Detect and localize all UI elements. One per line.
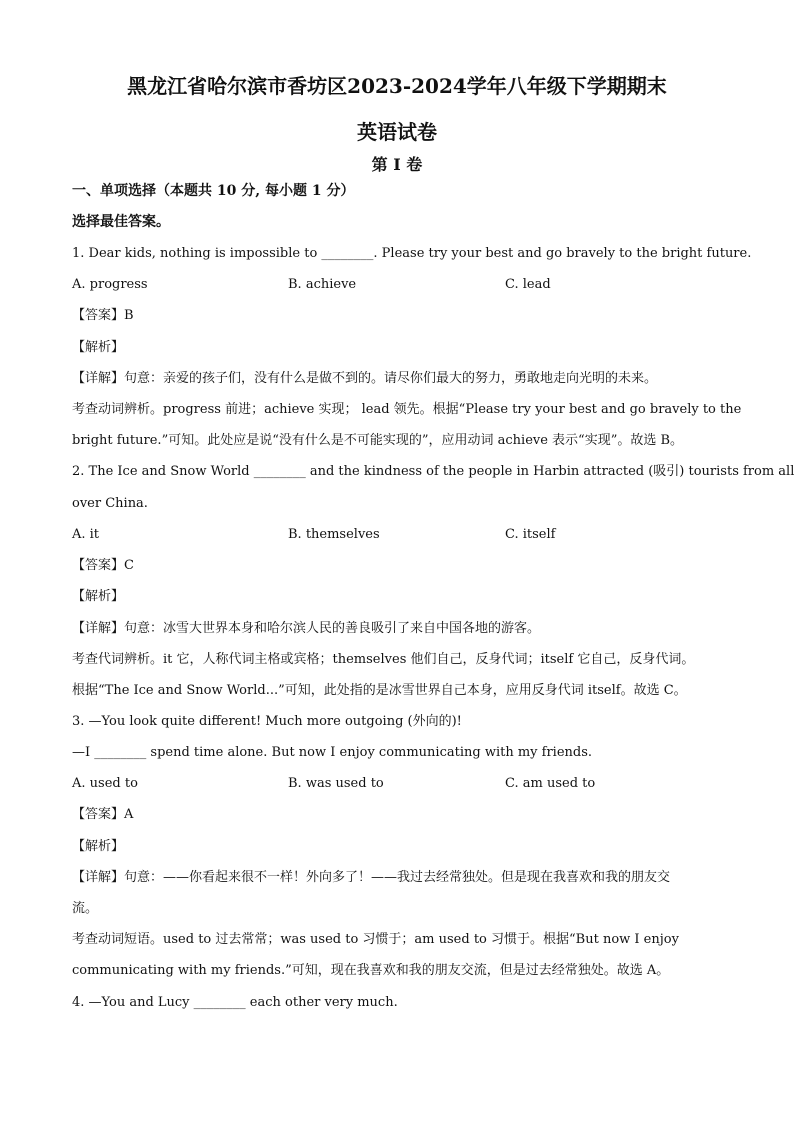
- q1-explain-line1: 考查动词辨析。progress 前进；achieve 实现； lead 领先。根据“Please try your best and go bravely to the: [72, 402, 742, 417]
- q3-option-c: C. am used to: [505, 776, 596, 791]
- q3-stem-line1: 3. —You look quite different! Much more outgoing (外向的)!: [72, 714, 462, 729]
- q2-detail: 【详解】句意：冰雪大世界本身和哈尔滨人民的善良吸引了来自中国各地的游客。: [72, 621, 541, 636]
- q3-option-a: A. used to: [72, 776, 138, 791]
- q2-answer: 【答案】C: [72, 558, 134, 573]
- q3-detail-line2: 流。: [72, 901, 99, 916]
- q4-stem: 4. —You and Lucy ________ each other very much.: [72, 995, 398, 1010]
- volume-label: 第 I 卷: [371, 155, 423, 174]
- q1-answer: 【答案】B: [72, 308, 134, 323]
- q1-stem: 1. Dear kids, nothing is impossible to ________. Please try your best and go bravely to the bright future.: [72, 246, 752, 261]
- q1-option-b: B. achieve: [288, 277, 357, 292]
- q1-option-c: C. lead: [505, 277, 551, 292]
- q3-stem-line2: —I ________ spend time alone. But now I enjoy communicating with my friends.: [72, 745, 593, 760]
- section-instruction: 选择最佳答案。: [72, 214, 170, 230]
- q3-option-b: B. was used to: [288, 776, 384, 791]
- q2-option-a: A. it: [72, 527, 100, 542]
- q2-option-c: C. itself: [505, 527, 556, 542]
- q3-detail-line1: 【详解】句意：——你看起来很不一样！外向多了！——我过去经常独处。但是现在我喜欢和我的朋友交: [72, 870, 671, 885]
- q2-analysis-label: 【解析】: [72, 589, 125, 604]
- q1-explain-line2: bright future.”可知。此处应是说“没有什么是不可能实现的”，应用动词 achieve 表示“实现”。故选 B。: [72, 433, 684, 448]
- q2-explain-line2: 根据“The Ice and Snow World...”可知，此处指的是冰雪世界自己本身，应用反身代词 itself。故选 C。: [72, 683, 687, 698]
- q3-explain-line2: communicating with my friends.”可知，现在我喜欢和我的朋友交流，但是过去经常独处。故选 A。: [72, 963, 670, 978]
- q1-option-a: A. progress: [72, 277, 148, 292]
- page-subtitle: 英语试卷: [357, 120, 437, 144]
- q3-analysis-label: 【解析】: [72, 839, 125, 854]
- q2-stem-line2: over China.: [72, 496, 148, 511]
- q2-explain-line1: 考查代词辨析。it 它，人称代词主格或宾格；themselves 他们自己，反身代词；itself 它自己，反身代词。: [72, 652, 695, 667]
- q1-analysis-label: 【解析】: [72, 340, 125, 355]
- section-heading: 一、单项选择（本题共 10 分, 每小题 1 分）: [72, 183, 355, 199]
- q2-stem-line1: 2. The Ice and Snow World ________ and the kindness of the people in Harbin attracted (吸引) tourists from all: [72, 464, 794, 479]
- page-title: 黑龙江省哈尔滨市香坊区2023-2024学年八年级下学期期末: [127, 74, 667, 98]
- q3-explain-line1: 考查动词短语。used to 过去常常；was used to 习惯于；am used to 习惯于。根据“But now I enjoy: [72, 932, 679, 947]
- q3-answer: 【答案】A: [72, 807, 134, 822]
- q2-option-b: B. themselves: [288, 527, 380, 542]
- q1-detail: 【详解】句意：亲爱的孩子们，没有什么是做不到的。请尽你们最大的努力，勇敢地走向光明的未来。: [72, 371, 658, 386]
